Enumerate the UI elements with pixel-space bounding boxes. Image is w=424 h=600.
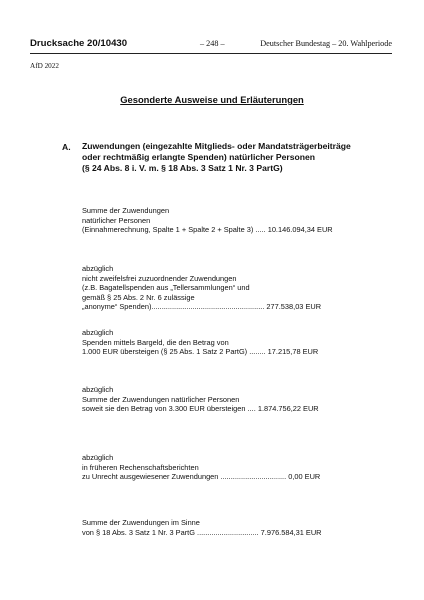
section-title xyxy=(0,94,424,105)
entry-total-natural-persons xyxy=(82,206,382,235)
entry-line: (z.B. Bagatellspenden aus „Tellersammlungen“ und xyxy=(82,283,250,293)
section-a-heading-line: oder rechtmäßig erlangte Spenden) natürlicher Personen xyxy=(82,152,316,162)
entry-line: Summe der Zuwendungen xyxy=(82,206,170,215)
entry-line: zu Unrecht ausgewiesener Zuwendungen ................................ 0,00 EUR xyxy=(82,472,321,482)
entry-cash-donations xyxy=(82,328,382,357)
entry-final-sum xyxy=(82,518,382,537)
entry-line: in früheren Rechenschaftsberichten xyxy=(82,462,199,472)
section-a-heading-line: (§ 24 Abs. 8 i. V. m. § 18 Abs. 3 Satz 1 Nr. 3 PartG) xyxy=(82,163,283,173)
entry-line: Summe der Zuwendungen im Sinne xyxy=(82,518,200,527)
entry-line: von § 18 Abs. 3 Satz 1 Nr. 3 PartG .............................. 7.976.584,31 EUR xyxy=(82,527,322,537)
entry-line: nicht zweifelsfrei zuzuordnender Zuwendungen xyxy=(82,273,237,283)
entry-line: Spenden mittels Bargeld, die den Betrag von xyxy=(82,337,229,347)
entry-prior-reports xyxy=(82,453,382,482)
party-code: AfD 2022 xyxy=(30,62,59,70)
entry-line: abzüglich xyxy=(82,453,114,462)
page-number: – 248 – xyxy=(200,39,225,48)
entry-line: Summe der Zuwendungen natürlicher Personen xyxy=(82,394,240,404)
entry-line: abzüglich xyxy=(82,328,114,337)
entry-line: 1.000 EUR übersteigen (§ 25 Abs. 1 Satz 2 PartG) ........ 17.215,78 EUR xyxy=(82,347,319,357)
page-header xyxy=(30,38,392,52)
entry-line: abzüglich xyxy=(82,264,114,273)
section-title-text: Gesonderte Ausweise und Erläuterungen xyxy=(120,94,304,105)
document-number-prefix: Drucksache 20/ xyxy=(30,38,101,49)
entry-line: (Einnahmerechnung, Spalte 1 + Spalte 2 + Spalte 3) ..... 10.146.094,34 EUR xyxy=(82,225,333,235)
document-number xyxy=(30,38,127,49)
entry-line: soweit sie den Betrag von 3.300 EUR übersteigen .... 1.874.756,22 EUR xyxy=(82,404,319,414)
document-number-bold: 10430 xyxy=(100,38,128,49)
section-a-heading-line: Zuwendungen (eingezahlte Mitglieds- oder Mandatsträgerbeiträge xyxy=(82,141,351,151)
publisher: Deutscher Bundestag – 20. Wahlperiode xyxy=(260,39,392,48)
entry-line: natürlicher Personen xyxy=(82,215,151,225)
entry-line: abzüglich xyxy=(82,385,114,394)
header-rule xyxy=(30,53,392,54)
section-a-heading xyxy=(82,141,382,174)
entry-line: gemäß § 25 Abs. 2 Nr. 6 zulässige xyxy=(82,292,195,302)
section-a-label: A. xyxy=(62,142,71,152)
entry-line: „anonyme“ Spenden)....................................................... 277.538,03 EUR xyxy=(82,302,322,312)
entry-over-threshold xyxy=(82,385,382,414)
entry-unattributable-donations xyxy=(82,264,382,312)
